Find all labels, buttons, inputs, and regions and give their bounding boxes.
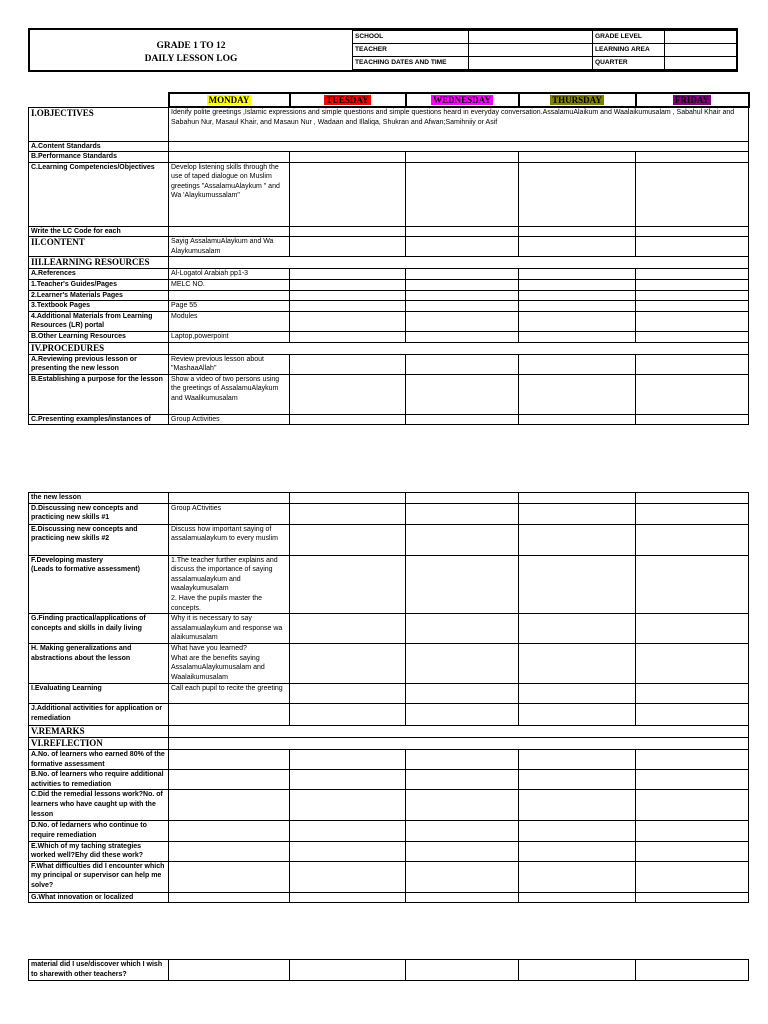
teaching-dates-label: TEACHING DATES AND TIME bbox=[353, 57, 469, 70]
cell bbox=[169, 960, 290, 981]
procedure-j-label: J.Additional activities for application or remediation bbox=[29, 703, 169, 725]
procedure-h-label: H. Making generalizations and abstractions about the lesson bbox=[29, 643, 169, 683]
cell bbox=[406, 503, 519, 524]
cell bbox=[636, 162, 749, 226]
cell bbox=[169, 841, 290, 861]
references-value: Al-Logatol Arabiah pp1-3 bbox=[169, 269, 290, 280]
title-line-2: DAILY LESSON LOG bbox=[144, 54, 238, 64]
cell bbox=[169, 703, 290, 725]
procedure-a-label: A.Reviewing previous lesson or presenting the new lesson bbox=[29, 354, 169, 374]
procedures-heading: IV.PROCEDURES bbox=[29, 342, 169, 354]
cell bbox=[636, 821, 749, 841]
header-fields-table bbox=[352, 30, 737, 70]
cell bbox=[519, 280, 636, 291]
cell bbox=[169, 749, 290, 769]
procedure-i-label: I.Evaluating Learning bbox=[29, 683, 169, 703]
cell bbox=[406, 614, 519, 644]
cell bbox=[290, 301, 406, 312]
remarks-value bbox=[169, 725, 749, 737]
procedure-b-value: Show a video of two persons using the greetings of AssalamuAlaykum and Waalikumusalam bbox=[169, 374, 290, 414]
day-header-spacer bbox=[29, 93, 169, 107]
textbook-pages-value: Page 55 bbox=[169, 301, 290, 312]
cell bbox=[290, 892, 406, 903]
cell bbox=[406, 749, 519, 769]
procedure-a-value: Review previous lesson about "MashaaAllah" bbox=[169, 354, 290, 374]
reflection-g-label: G.What innovation or localized bbox=[29, 892, 169, 903]
cell bbox=[406, 770, 519, 790]
procedure-c-continued: the new lesson bbox=[29, 493, 169, 504]
cell bbox=[169, 892, 290, 903]
procedure-c-label: C.Presenting examples/instances of bbox=[29, 414, 169, 425]
cell bbox=[519, 524, 636, 555]
cell bbox=[290, 311, 406, 331]
cell bbox=[519, 841, 636, 861]
cell bbox=[636, 354, 749, 374]
learning-area-value[interactable] bbox=[665, 44, 737, 57]
cell bbox=[519, 237, 636, 257]
cell bbox=[169, 821, 290, 841]
cell bbox=[169, 861, 290, 892]
cell bbox=[406, 892, 519, 903]
cell bbox=[169, 790, 290, 821]
cell bbox=[519, 226, 636, 237]
content-standards-label: A.Content Standards bbox=[29, 141, 169, 152]
cell bbox=[290, 821, 406, 841]
cell bbox=[290, 332, 406, 343]
lesson-log-table-part3 bbox=[28, 959, 749, 981]
cell bbox=[519, 354, 636, 374]
reflection-heading: VI.REFLECTION bbox=[29, 737, 169, 749]
cell bbox=[290, 841, 406, 861]
cell bbox=[519, 960, 636, 981]
competencies-value: Develop listening skills through the use of taped dialogue on Muslim greetings "AssalamuAlaykum " and Wa 'Alaykumussalam" bbox=[169, 162, 290, 226]
learners-materials-label: 2.Learner's Materials Pages bbox=[29, 290, 169, 301]
cell bbox=[406, 555, 519, 614]
cell bbox=[519, 332, 636, 343]
day-tuesday-label: TUESDAY bbox=[326, 95, 369, 105]
cell bbox=[169, 493, 290, 504]
lesson-log-table-part2 bbox=[28, 492, 749, 903]
cell bbox=[519, 290, 636, 301]
procedure-f-label: F.Developing mastery (Leads to formative assessment) bbox=[29, 555, 169, 614]
cell bbox=[519, 493, 636, 504]
cell bbox=[519, 683, 636, 703]
cell bbox=[636, 749, 749, 769]
cell bbox=[636, 960, 749, 981]
cell bbox=[519, 162, 636, 226]
cell bbox=[636, 269, 749, 280]
procedure-g-label: G.Finding practical/applications of concepts and skills in daily living bbox=[29, 614, 169, 644]
reflection-c-label: C.Did the remedial lessons work?No. of learners who have caught up with the lesson bbox=[29, 790, 169, 821]
resources-heading: III.LEARNING RESOURCES bbox=[29, 257, 169, 269]
reflection-e-label: E.Which of my taching strategies worked well?Ehy did these work? bbox=[29, 841, 169, 861]
day-tuesday bbox=[290, 93, 406, 107]
cell bbox=[290, 643, 406, 683]
cell bbox=[519, 790, 636, 821]
cell bbox=[406, 237, 519, 257]
procedure-f-value: 1.The teacher further explains and discuss the importance of saying assalamualaykum and waalaykumusalam 2. Have the pupils master the concepts. bbox=[169, 555, 290, 614]
cell bbox=[519, 861, 636, 892]
cell bbox=[636, 152, 749, 163]
reflection-span bbox=[169, 737, 749, 749]
cell bbox=[636, 643, 749, 683]
cell bbox=[519, 555, 636, 614]
title-line-1: GRADE 1 TO 12 bbox=[156, 41, 226, 51]
cell bbox=[636, 524, 749, 555]
teaching-dates-value[interactable] bbox=[469, 57, 593, 70]
cell bbox=[636, 414, 749, 425]
cell bbox=[290, 683, 406, 703]
cell bbox=[290, 354, 406, 374]
cell bbox=[290, 414, 406, 425]
cell bbox=[406, 226, 519, 237]
procedure-d-value: Group ACtivities bbox=[169, 503, 290, 524]
procedure-c-value: Group Activities bbox=[169, 414, 290, 425]
cell bbox=[636, 703, 749, 725]
cell bbox=[290, 280, 406, 291]
day-thursday bbox=[519, 93, 636, 107]
content-value: Sayig AssalamuAlaykum and Wa Alaykumusalam bbox=[169, 237, 290, 257]
cell bbox=[519, 614, 636, 644]
cell bbox=[636, 683, 749, 703]
cell bbox=[406, 269, 519, 280]
cell bbox=[169, 152, 290, 163]
learners-materials-value bbox=[169, 290, 290, 301]
cell bbox=[636, 892, 749, 903]
cell bbox=[636, 555, 749, 614]
cell bbox=[290, 503, 406, 524]
cell bbox=[636, 280, 749, 291]
school-label: SCHOOL bbox=[353, 31, 469, 44]
cell bbox=[290, 162, 406, 226]
procedure-g-value: Why it is necessary to say assalamualaykum and response wa alaikumusalam bbox=[169, 614, 290, 644]
cell bbox=[636, 374, 749, 414]
day-wednesday-label: WEDNESDAY bbox=[433, 95, 491, 105]
additional-materials-value: Modules bbox=[169, 311, 290, 331]
procedure-d-label: D.Discussing new concepts and practicing new skills #1 bbox=[29, 503, 169, 524]
cell bbox=[406, 683, 519, 703]
other-resources-value: Laptop,powerpoint bbox=[169, 332, 290, 343]
cell bbox=[519, 374, 636, 414]
cell bbox=[290, 960, 406, 981]
cell bbox=[519, 503, 636, 524]
school-value[interactable] bbox=[469, 31, 593, 44]
cell bbox=[169, 770, 290, 790]
competencies-label: C.Learning Competencies/Objectives bbox=[29, 162, 169, 226]
cell bbox=[519, 821, 636, 841]
day-wednesday bbox=[406, 93, 519, 107]
cell bbox=[406, 861, 519, 892]
procedure-b-label: B.Establishing a purpose for the lesson bbox=[29, 374, 169, 414]
content-heading: II.CONTENT bbox=[29, 237, 169, 257]
cell bbox=[636, 503, 749, 524]
cell bbox=[406, 841, 519, 861]
procedure-h-value: What have you learned? What are the benefits saying AssalamuAlaykumusalam and Waalaikumusalam bbox=[169, 643, 290, 683]
other-resources-label: B.Other Learning Resources bbox=[29, 332, 169, 343]
cell bbox=[636, 770, 749, 790]
cell bbox=[636, 332, 749, 343]
procedures-heading-span bbox=[169, 342, 749, 354]
cell bbox=[290, 555, 406, 614]
cell bbox=[636, 861, 749, 892]
teacher-label: TEACHER bbox=[353, 44, 469, 57]
content-standards-value bbox=[169, 141, 749, 152]
day-monday bbox=[169, 93, 290, 107]
reflection-b-label: B.No. of learners who require additional activities to remediation bbox=[29, 770, 169, 790]
cell bbox=[290, 374, 406, 414]
document-title bbox=[30, 40, 352, 66]
cell bbox=[636, 226, 749, 237]
cell bbox=[519, 311, 636, 331]
remarks-heading: V.REMARKS bbox=[29, 725, 169, 737]
learning-area-label: LEARNING AREA bbox=[593, 44, 665, 57]
cell bbox=[519, 643, 636, 683]
cell bbox=[406, 524, 519, 555]
cell bbox=[519, 152, 636, 163]
cell bbox=[290, 770, 406, 790]
quarter-value[interactable] bbox=[665, 57, 737, 70]
objectives-text: Idenify polite greetings ,Islamic expressions and simple questions and simple questions heard in everyday conversation.AssalamuAlaikum and Waalaikumusalam , Sabahul Khair and Sabahun Nur, Masaul Khair, and Masaun Nur , Wadaan and Illaliqa, Shukran and Afwan;Samihniiy or Asif bbox=[169, 107, 749, 141]
grade-level-label: GRADE LEVEL bbox=[593, 31, 665, 44]
cell bbox=[406, 703, 519, 725]
cell bbox=[406, 162, 519, 226]
cell bbox=[290, 269, 406, 280]
cell bbox=[406, 493, 519, 504]
cell bbox=[406, 374, 519, 414]
cell bbox=[636, 311, 749, 331]
reflection-a-label: A.No. of learners who earned 80% of the formative assessment bbox=[29, 749, 169, 769]
cell bbox=[406, 960, 519, 981]
cell bbox=[519, 414, 636, 425]
day-thursday-label: THURSDAY bbox=[552, 95, 602, 105]
cell bbox=[290, 524, 406, 555]
cell bbox=[406, 354, 519, 374]
lesson-log-table-part1 bbox=[28, 92, 750, 425]
resources-heading-span bbox=[169, 257, 749, 269]
cell bbox=[169, 226, 290, 237]
cell bbox=[406, 311, 519, 331]
cell bbox=[636, 841, 749, 861]
cell bbox=[406, 290, 519, 301]
teachers-guides-value: MELC NO. bbox=[169, 280, 290, 291]
cell bbox=[406, 414, 519, 425]
procedure-i-value: Call each pupil to recite the greeting bbox=[169, 683, 290, 703]
grade-level-value[interactable] bbox=[665, 31, 737, 44]
cell bbox=[290, 703, 406, 725]
cell bbox=[290, 237, 406, 257]
reflection-d-label: D.No. of ledarners who continue to require remediation bbox=[29, 821, 169, 841]
day-friday-label: FRIDAY bbox=[674, 95, 710, 105]
performance-standards-label: B.Performance Standards bbox=[29, 152, 169, 163]
references-label: A.References bbox=[29, 269, 169, 280]
cell bbox=[290, 790, 406, 821]
cell bbox=[519, 770, 636, 790]
cell bbox=[636, 290, 749, 301]
cell bbox=[406, 280, 519, 291]
cell bbox=[636, 493, 749, 504]
cell bbox=[519, 301, 636, 312]
cell bbox=[636, 237, 749, 257]
procedure-e-label: E.Discussing new concepts and practicing new skills #2 bbox=[29, 524, 169, 555]
objectives-heading: I.OBJECTIVES bbox=[29, 107, 169, 141]
cell bbox=[290, 290, 406, 301]
cell bbox=[290, 614, 406, 644]
cell bbox=[519, 269, 636, 280]
cell bbox=[519, 892, 636, 903]
reflection-g-continued: material did I use/discover which I wish to sharewith other teachers? bbox=[29, 960, 169, 981]
reflection-f-label: F.What difficulties did I encounter which my principal or supervisor can help me solve? bbox=[29, 861, 169, 892]
cell bbox=[636, 614, 749, 644]
teachers-guides-label: 1.Teacher's Guides/Pages bbox=[29, 280, 169, 291]
cell bbox=[290, 152, 406, 163]
cell bbox=[406, 152, 519, 163]
cell bbox=[519, 749, 636, 769]
quarter-label: QUARTER bbox=[593, 57, 665, 70]
cell bbox=[519, 703, 636, 725]
lc-code-label: Write the LC Code for each bbox=[29, 226, 169, 237]
cell bbox=[290, 493, 406, 504]
cell bbox=[290, 226, 406, 237]
cell bbox=[290, 861, 406, 892]
cell bbox=[636, 790, 749, 821]
teacher-value[interactable] bbox=[469, 44, 593, 57]
cell bbox=[406, 332, 519, 343]
procedure-e-value: Discuss how important saying of assalamualaykum to every muslim bbox=[169, 524, 290, 555]
cell bbox=[290, 749, 406, 769]
cell bbox=[406, 790, 519, 821]
day-friday bbox=[636, 93, 749, 107]
cell bbox=[406, 301, 519, 312]
cell bbox=[406, 821, 519, 841]
day-monday-label: MONDAY bbox=[208, 95, 250, 105]
cell bbox=[636, 301, 749, 312]
cell bbox=[406, 643, 519, 683]
additional-materials-label: 4.Additional Materials from Learning Resources (LR) portal bbox=[29, 311, 169, 331]
textbook-pages-label: 3.Textbook Pages bbox=[29, 301, 169, 312]
